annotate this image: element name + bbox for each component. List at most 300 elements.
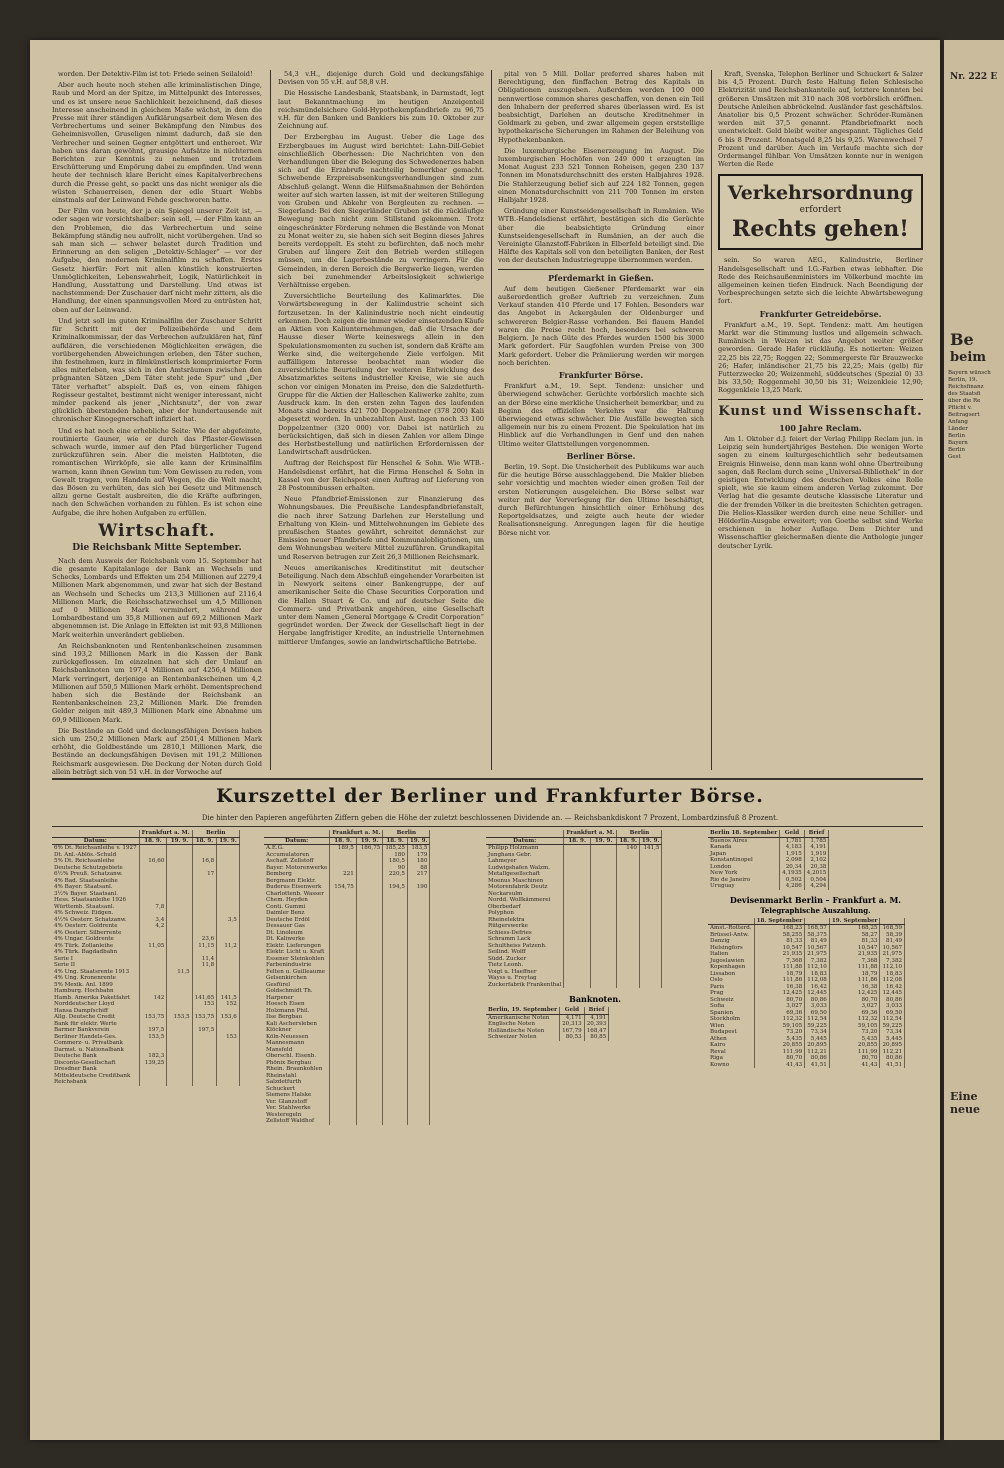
table-row xyxy=(708,1016,905,1023)
price-cell: 80,53 xyxy=(560,1034,585,1041)
security-name: Rheinelektra xyxy=(486,917,564,924)
price-cell: 180 xyxy=(383,852,408,859)
security-name: Italien xyxy=(708,951,754,958)
security-name: Budapest xyxy=(708,1029,754,1036)
col3-paragraph: Die luxemburgische Eisenerzeugung im August. Die luxemburgischen Hochöfen von 249 000 t erzeugten im Monat August 233 521 Tonnen Roheisen, gegen 230 137 Tonnen im Monatsdurchschnitt des ersten Halbjahres 1928. Die Stahlerzeugung belief sich auf 224 182 Tonnen, gegen einen Monatsdurchschnitt von 211 700 Tonnen im ersten Halbjahr 1928. xyxy=(498,146,704,205)
reichsbank-paragraph: Die Bestände an Gold und deckungsfähigen Devisen haben sich um 250,2 Millionen Mark auf 2501,4 Millionen Mark erhöht, die Goldbestände um 2810,1 Millionen Mark, die Bestände an deckungsfähigen Devisen mit 191,2 Millionen Reichsmark ausgewiesen. Die Deckung der Noten durch Gold allein beträgt sich von 51 v.H. in der Vorwoche auf xyxy=(52,726,262,776)
security-name: Schiess-Defries xyxy=(486,930,564,937)
price-cell: 80,70 xyxy=(754,1055,805,1062)
security-name: Schweizer Noten xyxy=(486,1034,560,1041)
table-row xyxy=(708,925,905,932)
kurs-table-3 xyxy=(486,830,704,1310)
security-name: Essener Steinkohlen xyxy=(264,956,330,963)
price-cell: 154,75 xyxy=(330,884,357,891)
price-cell: 41,51 xyxy=(880,1062,905,1069)
security-name: Phönix Bergbau xyxy=(264,1060,330,1067)
security-name: 6% Dt. Reichsanleihe v. 1927 xyxy=(52,845,139,852)
adjacent-page xyxy=(944,40,1004,1440)
price-cell: 141,5 xyxy=(217,995,240,1002)
price-cell: 16,38 xyxy=(829,984,880,991)
price-cell: 189,5 xyxy=(330,845,357,852)
table-header-cell: 18. 9. xyxy=(564,837,591,845)
security-name: Oberbedarf xyxy=(486,904,564,911)
adjacent-page-header: Nr. 222 E xyxy=(950,72,998,82)
price-cell xyxy=(407,1118,430,1125)
col4-paragraph: Kraft, Svenska, Telephon Berliner und Schuckert & Salzer bis 4,5 Prozent. Durch feste Haltung fielen Schlesische Elektrizität und Reichsbankanteile auf, letztere konnten bei größeren Umsätzen mit 310 nach 308 vorbörslich eröffnen. Deutsche Anleihen abbröckelnd. Ausländer fast geschäftslos. Anatolier bis 0,5 Prozent schwächer. Schröder-Rumänen werden mit 37,5 genannt. Pfandbriefmarkt noch unentwickelt. Geld bleibt weiter angespannt. Tägliches Geld 6 bis 8 Prozent. Monatsgeld 8,25 bis 9,25. Warenwechsel 7 Prozent und darüber. Auch im Verlaufe machte sich der Ordermangel fühlbar. Von Umsätzen konnte nur in wenigen Werten die Rede xyxy=(718,70,923,169)
table-header-cell: Datum: xyxy=(486,837,564,845)
price-cell: 69,50 xyxy=(805,1010,830,1017)
getreide-heading: Frankfurter Getreidebörse. xyxy=(759,308,882,319)
ad-line-2: erfordert xyxy=(799,205,842,216)
price-cell xyxy=(192,845,217,852)
table-header-cell: 19. 9. xyxy=(590,837,617,845)
price-cell: 168,57 xyxy=(805,925,830,932)
price-cell: 59,105 xyxy=(754,1023,805,1030)
price-cell: 141,65 xyxy=(192,995,217,1002)
price-cell: 183,5 xyxy=(407,845,430,852)
table-group-header-row xyxy=(52,830,239,837)
price-cell: 41,51 xyxy=(805,1062,830,1069)
price-cell xyxy=(139,1079,167,1086)
table-row xyxy=(52,1079,239,1086)
ad-line-3: Rechts gehen! xyxy=(732,216,909,243)
col2-paragraph: Zuversichtliche Beurteilung des Kalimarktes. Die Vorwärtsbewegung in der Kaliindustrie scheint sich fortzusetzen. In der Kalinindustrie noch nicht eindeutig erkennen. Doch zeigen die immer wieder einsetzenden Käufe an Aktien von Kaliunternehmungen, daß die Ursache der Hausse dieser Werte keineswegs allein in den Spekulationsmomenten zu suchen ist, sondern daß Kräfte am Werke sind, die weitergehende Ziele verfolgen. Mit auffälligem Interesse beobachtet man wieder die zuversichtliche Beurteilung der weiteren Entwicklung des Absatzmarktes seitens industrieller Kreise, wie sie auch schon vor einigen Monaten im Preise, den die Salzdetfurth-Gruppe für die Aktien der Halleschen Kaliwerke zahlte, zum Ausdruck kam. In den ersten zehn Tagen des laufenden Monats sind bereits 421 700 Doppelzentner (378 200) Kali abgesetzt worden. In unbezahlten Aust. lagen noch 33 100 Doppelzentner (320 000) vor. Dabei ist natürlich zu berücksichtigen, daß sich in diesen Zahlen vor allem Dinge des Herbstbestellung und natürlichen Erfordernissen der Landwirtschaft ausdrücken. xyxy=(278,292,484,457)
security-name: New York xyxy=(708,870,780,877)
berlin-boerse-text: Berlin, 19. Sept. Die Unsicherheit des Publikums war auch für die heutige Börse ausschlaggebend. Die Makler blieben sehr vorsichtig und machten wieder einen großen Teil der ersten Notierungen ausgeleichen. Die Börse selbst war weiter mit der Vorverlegung für den Ultimo beschäftigt, durch Befürchtungen hinsichtlich einer Erhöhung des Reportgeldsatzes, und zeigte auch heute der wieder Realisationsneigung. Anregungen lagen für die heutige Börse nicht vor. xyxy=(498,462,704,537)
price-cell: 20,393 xyxy=(584,1021,609,1028)
security-name: Elektr. Licht u. Kraft xyxy=(264,949,330,956)
column-divider xyxy=(491,70,492,770)
price-cell: 112,21 xyxy=(805,1049,830,1056)
security-name: Neckarsulm xyxy=(486,891,564,898)
security-name: Ilse Bergbau xyxy=(264,1014,330,1021)
security-name: Daimler Benz xyxy=(264,910,330,917)
security-name: Kairo xyxy=(708,1042,754,1049)
adjacent-text xyxy=(948,370,1002,461)
security-name: Junghans Gebr. xyxy=(486,852,564,859)
price-cell: 81,33 xyxy=(829,938,880,945)
security-name: Deutsche Schutzgebiete xyxy=(52,865,139,872)
adjacent-heading: beim xyxy=(950,350,987,365)
price-cell: 80,70 xyxy=(754,997,805,1004)
col2-paragraph: Neues amerikanisches Kreditinstitut mit deutscher Beteiligung. Nach dem Abschluß eingehender Vorarbeiten ist in Newyork seitens einer Bankengruppe, der auf amerikanischer Seite die Chase Securities Corporation und die Hallen Stuart & Co. und auf deutscher Seite die Commerz- und Privatbank angehören, eine Gesellschaft unter dem Namen „General Mortgage & Credit Corporation“ gegründet worden. Der Zweck der Gesellschaft liegt in der Hergabe langfristiger Kredite, an industrielle Unternehmen mittlerer Umfanges, sowie an landwirtschaftliche Betriebe. xyxy=(278,563,484,646)
adjacent-text-line: über die Re xyxy=(948,398,981,404)
col4-paragraph: sein. So waren AEG., Kalindustrie, Berliner Handelsgesellschaft und I.G.-Farben etwas lebhafter. Die Rede des Reichsaußenministers im Völkerbund machte im allgemeinen keinen tiefen Eindruck. Nach Beendigung der Vorbesprechungen setzte sich die leichte Abwärtsbewegung fort. xyxy=(718,256,923,306)
price-cell: 217 xyxy=(407,871,430,878)
price-cell: 1,781 xyxy=(780,837,805,844)
price-cell: 21,975 xyxy=(805,951,830,958)
kurs-table-2 xyxy=(264,830,482,1310)
table-group-header: Berlin xyxy=(383,830,430,837)
price-cell: 111,86 xyxy=(829,977,880,984)
table-row xyxy=(708,837,829,844)
price-cell: 10,567 xyxy=(880,945,905,952)
price-cell: 3,033 xyxy=(805,1003,830,1010)
price-cell: 18,83 xyxy=(805,971,830,978)
price-cell: 111,86 xyxy=(754,977,805,984)
price-cell: 12,445 xyxy=(880,990,905,997)
col1-paragraph: Der Film von heute, der ja ein Spiegel unserer Zeit ist, — oder sagen wir vorsichtshalber: sein soll, — der Film kann an den Problemen, die das Verbrechertum und seine Bekämpfung ständig neu aufrollt, nicht vorübergehen. Und so sah man sich — schwer belastet durch Tradition und Erinnerung an den seligen „Detektiv-Schlager“ — vor der Aufgabe, den modernen Kriminalfilm zu schaffen. Erstes Gesetz hierfür: Fort mit allen künstlich konstruierten Unmöglichkeiten, Lebenswahrheit, Logik, Natürlichkeit in Handlung, Ausstattung und Darstellung. Und etwas ist nachstemmend: Der Zuschauer darf nicht mehr zittern, als die Handlung, der einen spannungsvollen Mord zu entrüsten hat, oben auf der Leinwand. xyxy=(52,207,262,314)
price-cell: 4,1935 xyxy=(780,870,805,877)
adjacent-text-line: Anfang xyxy=(948,419,968,425)
price-cell: 112,08 xyxy=(880,977,905,984)
price-cell: 58,255 xyxy=(754,932,805,939)
adjacent-text-line: Berlin, 19. xyxy=(948,377,978,383)
col2-paragraph: Neue Pfandbrief-Emissionen zur Finanzierung des Wohnungsbaues. Die Preußische Landespfandbriefanstalt, die nach ihrer Satzung Darlehen zur Herstellung und Erhaltung von Klein- und Mittelwohnungen im Gebiete des preußischen Staates gewährt, schreitet demnächst zur Emission neuer Pfandbriefe und Kommunalobligationen, um dem Wohnungsbau weitere Mittel zuzuführen. Grundkapital und Reserven betrugen zur Zeit 26,3 Millionen Reichsmark. xyxy=(278,495,484,561)
security-name: Philipp Holzmann xyxy=(486,845,564,852)
price-cell: 4,2015 xyxy=(804,870,829,877)
price-cell: 3,033 xyxy=(880,1003,905,1010)
price-cell: 80,70 xyxy=(829,997,880,1004)
security-name: Bemberg xyxy=(264,871,330,878)
price-cell: 4,183 xyxy=(780,844,805,851)
price-cell xyxy=(590,845,617,852)
price-cell: 185,25 xyxy=(383,845,408,852)
security-name: 4% Oesterr. Goldrente xyxy=(52,923,139,930)
table-group-header: Berlin xyxy=(617,830,662,837)
table-group-header xyxy=(52,830,139,837)
price-cell: 7,368 xyxy=(829,958,880,965)
security-name: 4% Ungar. Goldrente xyxy=(52,936,139,943)
price-cell: 12,425 xyxy=(829,990,880,997)
security-name: Uruguay xyxy=(708,883,780,890)
table-header-cell: Datum: xyxy=(264,837,330,845)
getreide-text: Frankfurt a.M., 19. Sept. Tendenz: matt. Am heutigen Markt war die Stimmung lustlos und allgemein schwach. Rumänisch in Weizen ist das Angebot weiter größer geworden. Gerade Hafer rückläufig. Es notierten: Weizen 22,25 bis 22,75; Roggen 22; Sommergerste für Brauzwecke 26; Hafer, inländischer 21,75 bis 22,25; Mais (gelb) für Futterzwecke 20; Weizenmehl, süddeutsches (Spezial 0) 33 bis 33,50; Roggenmehl 30,50 bis 31; Weizenkleie 12,90; Roggenkleie 13,25 Mark. xyxy=(718,320,923,395)
security-name: 4% Türk. Zollanleihe xyxy=(52,943,139,950)
security-name: Bergmann Elektr. xyxy=(264,878,330,885)
security-name: Athen xyxy=(708,1036,754,1043)
security-name: Zuckerfabrik Frankenthal xyxy=(486,982,564,989)
security-name: Dt. Anl.-Ablös.-Schuld xyxy=(52,852,139,859)
col3-paragraph: pital von 5 Mill. Dollar preferred shares haben mit Berechtigung, den fünffachen Betrag des Kapitals in Obligationen auszugeben. Außerdem werden 100 000 nennwertlose common shares geschaffen, von denen ein Teil den Inhabern der preferred shares überlassen wird. Es ist beabsichtigt, Darlehen an deutsche Kreditnehmer in Goldmark zu geben, und zwar allgemein gegen erststellige hypothekarische Sicherungen im Rahmen der Beleihung von Hypothekenbanken. xyxy=(498,70,704,144)
security-name: Holzmann Phil. xyxy=(264,1008,330,1015)
price-cell: 168,59 xyxy=(880,925,905,932)
price-cell: 1,785 xyxy=(804,837,829,844)
table-row xyxy=(264,845,430,852)
price-cell: 7,382 xyxy=(880,958,905,965)
adjacent-text-line: Länder xyxy=(948,426,968,432)
price-cell: 81,49 xyxy=(805,938,830,945)
price-cell: 153,5 xyxy=(139,1034,167,1041)
security-name: Oslo xyxy=(708,977,754,984)
security-name: Seilind. Wolff xyxy=(486,949,564,956)
security-name: Paris xyxy=(708,984,754,991)
price-cell: 168,25 xyxy=(829,925,880,932)
section-rule xyxy=(718,399,923,400)
security-name: Motorenfabrik Deutz xyxy=(486,884,564,891)
col1-paragraph: Und jetzt soll im guten Kriminalfilm der Zuschauer Schritt für Schritt mit der Polizeibehörde und dem Kriminalkommissar, der das Verbrechen aufzuklären hat, fünf aufklären, die verschiedenen Möglichkeiten erwägen, die vorübergehenden Abweichungen erleben, den Täter suchen, ihn festnehmen, kurz in filmkünstlerisch komprimierter Form alles miterleben, was sich in den Amtsräumen zwischen den prägnanten Sätzen „Dem Täter steht jede Spur“ und „Der Täter verhaftet“ abspielt. Daß es, von einem fähigen Regisseur gestaltet, bestimmt nicht weniger interessant, nicht minder packend als jener „Nichtsnutz“, der von zwar glücklich überstanden haben, aber der hundertausende mit chronischer Kinogegnerschaft infiziert hat. xyxy=(52,316,262,424)
price-cell: 111,99 xyxy=(754,1049,805,1056)
price-cell: 182,3 xyxy=(139,1053,167,1060)
devisen-heading: Devisenmarkt Berlin – Frankfurt a. M. xyxy=(729,894,902,905)
security-name: Reval xyxy=(708,1049,754,1056)
price-cell: 112,10 xyxy=(880,964,905,971)
price-cell: 179 xyxy=(407,852,430,859)
frankfurt-boerse-text: Frankfurt a.M., 19. Sept. Tendenz: unsicher und überwiegend schwächer. Gerüchte vorbörslich machte sich an der Börse eine merkliche Unsicherheit bemerkbar, und zu Beginn des offiziellen Verkehrs war die Haltung überwiegend etwas schwächer. Die Ausfälle bewegten sich allgemein nur bis zu einem Prozent. Die Spekulation hat im Hinblick auf die Verhandlungen in Genf und den nahen Ultimo weiter Glattstellungen vorgenommen. xyxy=(498,382,704,448)
price-cell: 10,547 xyxy=(754,945,805,952)
table-row xyxy=(486,1034,609,1041)
security-name: Chem. Heyden xyxy=(264,897,330,904)
security-name: Hansa Dampfschiff xyxy=(52,1008,139,1015)
price-cell: 59,225 xyxy=(805,1023,830,1030)
price-cell: 58,375 xyxy=(805,932,830,939)
price-cell: 16,38 xyxy=(754,984,805,991)
price-cell: 11,4 xyxy=(192,956,217,963)
table-row xyxy=(52,1014,239,1021)
table-header-cell: 19. 9. xyxy=(639,837,662,845)
security-name: Hess. Staatsanleihe 1926 xyxy=(52,897,139,904)
adjacent-text-line: des Staatsfi xyxy=(948,391,981,397)
reichsbank-heading: Die Reichsbank Mitte September. xyxy=(72,542,242,553)
price-cell: 7,8 xyxy=(139,904,167,911)
col1-paragraph: Aber auch heute noch stehen alle kriminalistischen Dinge, Raub und Mord an der Spitze, im Mittelpunkt des Interesses, und es ist unsere neue Sachlichkeit bezeichnend, daß dieses Interesse anscheinend in gleichem Maße wächst, in dem die Presse mit ihrer ständigen Aufklärungsarbeit dem Wesen des Verbrechertums und seiner Bekämpfung den Nimbus des Geheimnisvollen, Gruseligen nimmt dadurch, daß sie den Verbrecher und seinen Gegner entgöttert und entheroet. Wir haben uns daran gewöhnt, grausige Aufsätze in nüchternen Berichten zur Kenntnis zu nehmen und trotzdem Erschütterung und Empörung dabei zu empfinden. Und wenn heute der technisch klare Bericht eines Kapitalverbrechens durch die Presse geht, so packt uns das nicht weniger als die wüsten Schauerreisen, denen der edle Stuart Webbs einstmals auf der Leinwand Fehde geschworen hatte. xyxy=(52,81,262,205)
security-name: Buderus Eisenwerk xyxy=(264,884,330,891)
security-name: 4% Bad. Staatsanleihe xyxy=(52,878,139,885)
security-name: Lissabon xyxy=(708,971,754,978)
adjacent-text-line: Berlin xyxy=(948,447,965,453)
price-cell: 3,4 xyxy=(139,917,167,924)
price-cell: 18,79 xyxy=(829,971,880,978)
table-header-cell: 19. 9. xyxy=(407,837,430,845)
price-cell: 69,36 xyxy=(829,1010,880,1017)
security-name: Mansfeld xyxy=(264,1047,330,1054)
adjacent-text-line: Reichsfinanz xyxy=(948,384,984,390)
table-header-cell: Brief xyxy=(584,1007,609,1014)
pferdemarkt-heading: Pferdemarkt in Gießen. xyxy=(548,272,654,283)
price-cell: 20,855 xyxy=(754,1042,805,1049)
price-cell: 139,25 xyxy=(139,1060,167,1067)
security-name: Darmst. u. Nationalbank xyxy=(52,1047,139,1054)
security-name: Goldschmidt Th. xyxy=(264,988,330,995)
security-name: Württemb. Staatsanl. xyxy=(52,904,139,911)
table-row xyxy=(708,1062,905,1069)
price-cell: 5,445 xyxy=(880,1036,905,1043)
security-name: Charlottenb. Wasser xyxy=(264,891,330,898)
price-cell xyxy=(167,845,192,852)
price-cell: 18,79 xyxy=(754,971,805,978)
adjacent-heading: Be xyxy=(950,330,974,349)
table-row xyxy=(486,982,662,989)
table-header-cell: Geld xyxy=(560,1007,585,1014)
security-name: Schuckert xyxy=(264,1086,330,1093)
security-name: 4% Oesterr. Silberrente xyxy=(52,930,139,937)
security-name: Japan xyxy=(708,851,780,858)
column-2 xyxy=(278,70,484,770)
security-name: Hamb. Amerika Paketfahrt xyxy=(52,995,139,1002)
security-name: Kanada xyxy=(708,844,780,851)
security-name: Metallgesellschaft xyxy=(486,871,564,878)
price-cell: 10,547 xyxy=(829,945,880,952)
table-row xyxy=(708,964,905,971)
security-name: Reichsbank xyxy=(52,1079,139,1086)
price-cell: 21,975 xyxy=(880,951,905,958)
price-cell: 20,38 xyxy=(804,864,829,871)
price-cell: 59,105 xyxy=(829,1023,880,1030)
security-name: Disconto-Gesellschaft xyxy=(52,1060,139,1067)
price-cell: 142 xyxy=(139,995,167,1002)
security-name: Ver. Stahlwerke xyxy=(264,1105,330,1112)
price-cell: 4,294 xyxy=(804,883,829,890)
security-name: Schramm Lack xyxy=(486,936,564,943)
security-name: Deutsche Bank xyxy=(52,1053,139,1060)
price-cell: 5,445 xyxy=(805,1036,830,1043)
price-cell: 0,502 xyxy=(780,877,805,884)
price-cell: 2,098 xyxy=(780,857,805,864)
price-cell: 80,70 xyxy=(829,1055,880,1062)
table-header-cell: 19. 9. xyxy=(217,837,240,845)
price-cell xyxy=(167,1079,192,1086)
price-cell: 221 xyxy=(330,871,357,878)
price-cell: 111,99 xyxy=(829,1049,880,1056)
kurszettel-title: Kurszettel der Berliner und Frankfurter Börse. xyxy=(216,785,764,807)
security-name: Ludwigshafen Walzm. xyxy=(486,865,564,872)
price-cell: 112,08 xyxy=(805,977,830,984)
price-cell: 16,42 xyxy=(880,984,905,991)
table-header-row xyxy=(264,837,430,845)
table-group-header: Frankfurt a. M. xyxy=(330,830,383,837)
price-cell xyxy=(356,1118,383,1125)
newspaper-page xyxy=(30,40,940,1440)
security-name: 4% Bayer. Staatsanl. xyxy=(52,884,139,891)
price-cell: 153 xyxy=(217,1034,240,1041)
price-cell: 4,171 xyxy=(560,1014,585,1021)
security-name: Hoesch Eisen xyxy=(264,1001,330,1008)
security-name: Voigt u. Haeffner xyxy=(486,969,564,976)
security-name: Brüssel-Antw. xyxy=(708,932,754,939)
security-name: Bank für elektr. Werte xyxy=(52,1021,139,1028)
table-header-row xyxy=(708,918,905,925)
price-cell: 4,191 xyxy=(584,1014,609,1021)
price-cell: 180,5 xyxy=(383,858,408,865)
price-cell: 197,5 xyxy=(139,1027,167,1034)
table-header-cell: Geld xyxy=(780,830,805,837)
price-cell: 7,368 xyxy=(754,958,805,965)
table-group-header: Berlin xyxy=(192,830,239,837)
column-4 xyxy=(718,70,923,770)
price-cell: 16,42 xyxy=(805,984,830,991)
price-cell: 12,445 xyxy=(805,990,830,997)
security-name: Riga xyxy=(708,1055,754,1062)
price-cell: 153,75 xyxy=(192,1014,217,1021)
reclam-heading: 100 Jahre Reclam. xyxy=(779,422,862,433)
security-name: Polyphon xyxy=(486,910,564,917)
banknoten-heading: Banknoten. xyxy=(569,994,621,1004)
security-name: Klöckner xyxy=(264,1027,330,1034)
price-cell xyxy=(564,845,591,852)
price-cell: 4,2 xyxy=(139,923,167,930)
security-name: Allg. Deutsche Credit xyxy=(52,1014,139,1021)
price-cell: 80,86 xyxy=(880,997,905,1004)
security-name: Hamburg. Hochbahn xyxy=(52,988,139,995)
price-cell: 69,50 xyxy=(880,1010,905,1017)
security-name: Wayss u. Freytag xyxy=(486,975,564,982)
security-name: Serie I xyxy=(52,956,139,963)
table-header-cell xyxy=(880,918,905,925)
security-name: Gesfürel xyxy=(264,982,330,989)
security-name: Felten u. Guilleaume xyxy=(264,969,330,976)
price-cell: 11,8 xyxy=(192,962,217,969)
col1-paragraph: worden. Der Detektiv-Film ist tot: Friede seinen Seilaloid! xyxy=(58,70,253,78)
price-cell: 141,5 xyxy=(639,845,662,852)
security-name: Moenus Maschinen xyxy=(486,878,564,885)
security-name: Rheinstahl xyxy=(264,1073,330,1080)
price-cell: 153,6 xyxy=(217,1014,240,1021)
price-cell: 58,39 xyxy=(880,932,905,939)
security-name: Südd. Zucker xyxy=(486,956,564,963)
table-header-cell: 18. 9. xyxy=(617,837,640,845)
price-cell: 58,27 xyxy=(829,932,880,939)
table-header-cell: Brief xyxy=(804,830,829,837)
table-header-cell: 19. 9. xyxy=(356,837,383,845)
security-name: Farbenindustrie xyxy=(264,962,330,969)
table-row xyxy=(708,883,829,890)
col2-paragraph: Auftrag der Reichspost für Henschel & Sohn. Wie WTB.-Handelsdienst erfährt, hat die Firma Henschel & Sohn in Kassel von der Reichspost einen Auftrag auf Lieferung von 28 Postomnibussen erhalten. xyxy=(278,459,484,492)
table-header-cell: 18. 9. xyxy=(192,837,217,845)
price-cell xyxy=(639,982,662,989)
security-name: Zellstoff Waldhof xyxy=(264,1118,330,1125)
col2-paragraph: Die Hessische Landesbank, Staatsbank, in Darmstadt, legt laut Bekanntmachung im heutigen Anzeigenteil reichsmündelsichere Gold-Hypothekenpfandbriefe zu 96,75 v.H. für den Banken und Bankiers bis zum 10. Oktober zur Zeichnung auf. xyxy=(278,89,484,131)
price-cell: 112,10 xyxy=(805,964,830,971)
security-name: Westeregeln xyxy=(264,1112,330,1119)
adjacent-text-line: Gest xyxy=(948,454,961,460)
security-name: Rhein. Braunkohlen xyxy=(264,1066,330,1073)
security-name: Serie II xyxy=(52,962,139,969)
section-rule xyxy=(498,269,704,270)
security-name: Accumulatoren xyxy=(264,852,330,859)
price-cell: 111,88 xyxy=(829,964,880,971)
banner-rule-bottom xyxy=(52,826,923,827)
price-cell: 11,15 xyxy=(192,943,217,950)
price-cell: 112,54 xyxy=(880,1016,905,1023)
price-cell: 80,86 xyxy=(880,1055,905,1062)
price-cell: 20,855 xyxy=(829,1042,880,1049)
reclam-text: Am 1. Oktober d.J. feiert der Verlag Philipp Reclam jun. in Leipzig sein hundertjähriges Bestehen. Die wenigen Worte sagen zu einem kulturgeschichtlich sehr bedeutsamen Ereignis Hinweise, denn man kann wohl ohne Übertreibung sagen, daß Reclam durch seine „Universal-Bibliothek“ in der geistigen Entwicklung des deutschen Volkes eine Rolle spielt, wie sie kaum einem anderen Verlag zukommt. Der Verlag hat die gesamte deutsche klassische Literatur und die der fremden Völker in die breitesten Schichten getragen. Die Helios-Klassiker werden durch eine neue Schiller- und Hölderlin-Ausgabe erweitert; von Goethe selbst sind Werke erschienen in hoher Auflage. Dem Dichter und Wissenschaftler gleichermaßen diente die Anthologie junger deutscher Lyrik. xyxy=(718,434,923,550)
kurs-table-4 xyxy=(708,830,923,1310)
security-name: Englische Noten xyxy=(486,1021,560,1028)
security-name: Jugoslawien xyxy=(708,958,754,965)
price-cell: 5,435 xyxy=(754,1036,805,1043)
price-cell: 81,33 xyxy=(754,938,805,945)
column-1 xyxy=(52,70,262,776)
adjacent-text-line: Beitragsert xyxy=(948,412,980,418)
price-cell: 20,895 xyxy=(805,1042,830,1049)
security-name: Commerz- u. Privatbank xyxy=(52,1040,139,1047)
security-name: 5% Dt. Reichsanleihe xyxy=(52,858,139,865)
price-cell xyxy=(217,1079,240,1086)
security-name: Stockholm xyxy=(708,1016,754,1023)
security-name: Gelsenkirchen xyxy=(264,975,330,982)
security-name: Deutsche Erdöl xyxy=(264,917,330,924)
adjacent-text-line: Bayern xyxy=(948,440,968,446)
price-cell: 168,47 xyxy=(584,1028,609,1035)
security-name: Schultheiss Patzenh. xyxy=(486,943,564,950)
price-cell: 152 xyxy=(217,1001,240,1008)
price-cell: 80,85 xyxy=(584,1034,609,1041)
security-name: Dessauer Gas xyxy=(264,923,330,930)
price-cell: 112,54 xyxy=(805,1016,830,1023)
price-cell: 73,20 xyxy=(829,1029,880,1036)
table-header-cell: Berlin, 19. September xyxy=(486,1007,560,1014)
table-header-cell: 18. 9. xyxy=(383,837,408,845)
security-name: Amerikanische Noten xyxy=(486,1014,560,1021)
security-name: Elektr. Lieferungen xyxy=(264,943,330,950)
price-cell xyxy=(192,1079,217,1086)
price-cell: 153,5 xyxy=(167,1014,192,1021)
security-name: 4½% Oesterr. Schatzanw. xyxy=(52,917,139,924)
price-cell: 4,286 xyxy=(780,883,805,890)
price-cell: 23,6 xyxy=(192,936,217,943)
security-name: Köln-Neuessen xyxy=(264,1034,330,1041)
